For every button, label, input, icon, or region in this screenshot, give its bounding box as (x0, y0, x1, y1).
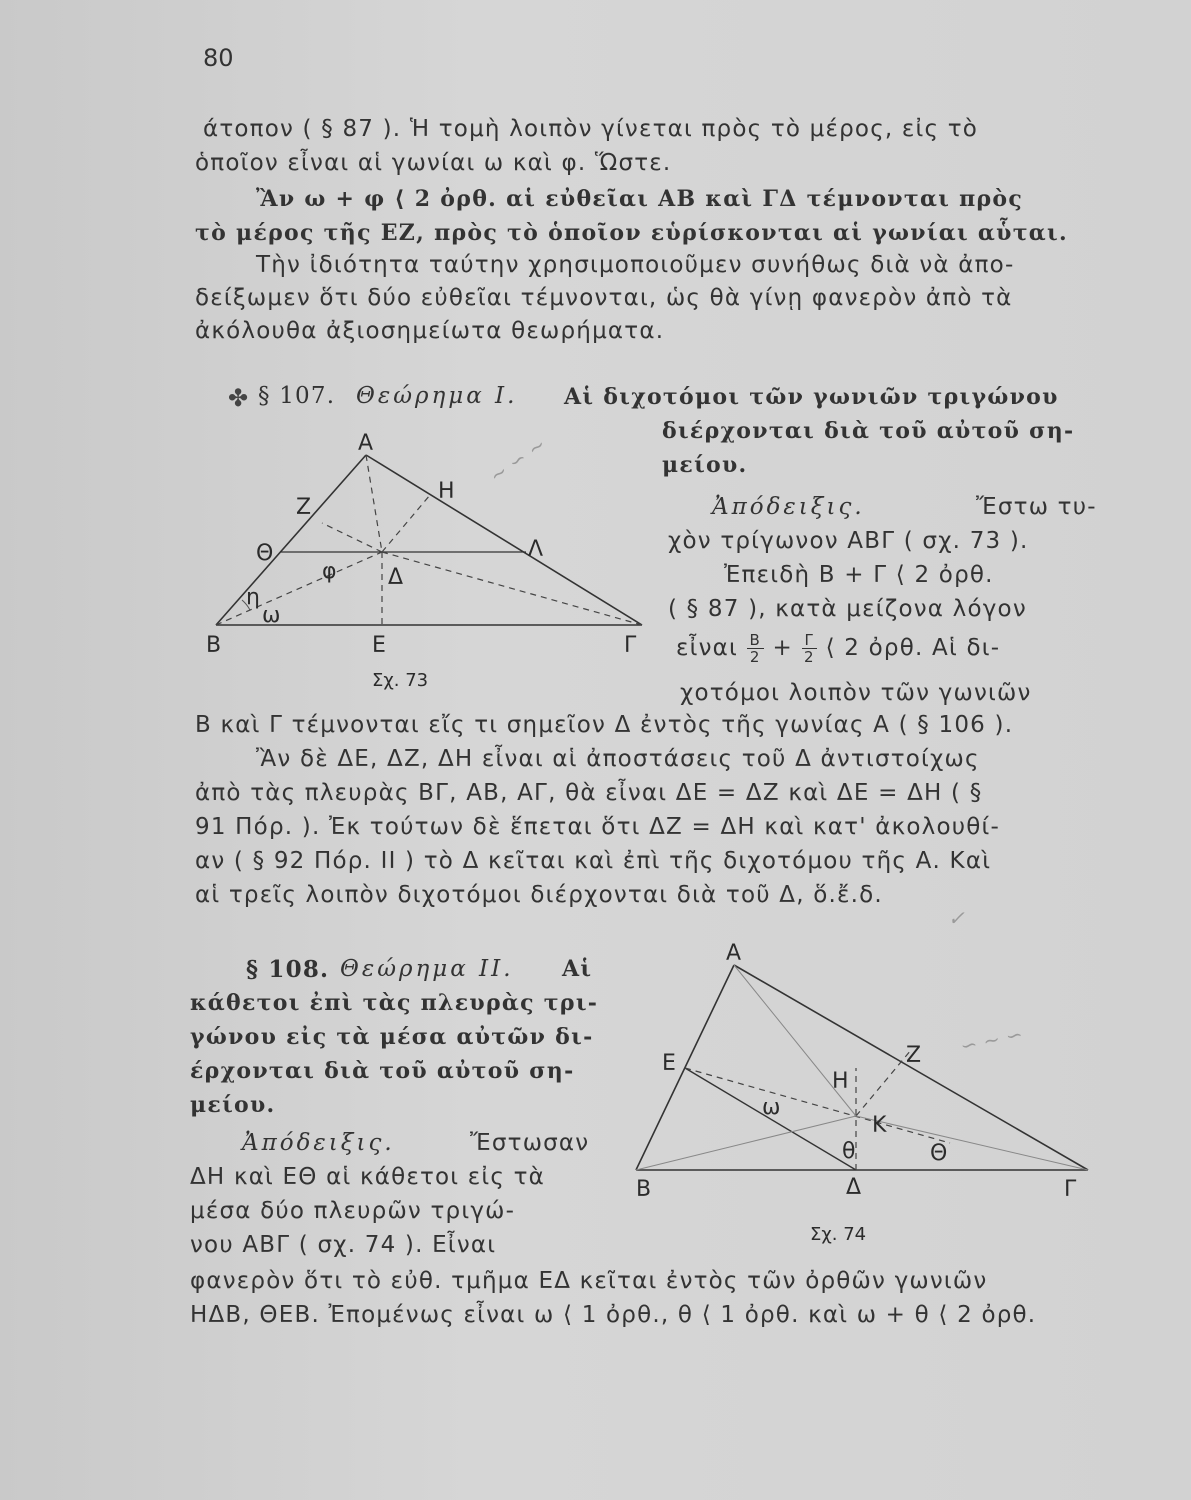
label-b: Β (636, 1177, 652, 1202)
theorem-label: Θεώρημα ΙΙ. (340, 956, 514, 982)
label-a: Α (726, 941, 742, 966)
fraction-numerator: Γ (802, 632, 818, 649)
label-e: Ε (372, 633, 386, 658)
figure-caption: Σχ. 74 (810, 1224, 867, 1245)
text-line-with-fraction (676, 632, 1000, 665)
perp-eth (685, 1068, 950, 1143)
section-heading: Αἱ διχοτόμοι τῶν γωνιῶν τριγώνου (564, 384, 1059, 410)
label-eta: η (246, 585, 260, 610)
perp-kz (856, 1050, 911, 1116)
section-heading: κάθετοι ἐπὶ τὰς πλευρὰς τρι- (190, 990, 599, 1016)
text-line: ἀπὸ τὰς πλευρὰς ΒΓ, ΑΒ, ΑΓ, θὰ εἶναι ΔΕ = ΔΖ καὶ ΔΕ = ΔΗ ( § (195, 780, 983, 806)
label-g: Γ (1064, 1177, 1077, 1202)
margin-mark-icon: ✤ (228, 384, 249, 412)
section-heading: διέρχονται διὰ τοῦ αὐτοῦ ση- (662, 418, 1075, 444)
label-h: Η (832, 1069, 849, 1094)
text-line: 91 Πόρ. ). Ἐκ τούτων δὲ ἕπεται ὅτι ΔΖ = ΔΗ καὶ κατ' ἀκολουθί- (195, 814, 1000, 840)
text-line: Ἔστωσαν (470, 1130, 590, 1156)
label-d: Δ (846, 1175, 862, 1200)
text-line: φανερὸν ὅτι τὸ εὐθ. τμῆμα ΕΔ κεῖται ἐντὸς τῶν ὀρθῶν γωνιῶν (190, 1268, 988, 1294)
fraction-denominator: 2 (803, 648, 815, 666)
perp-dh (382, 495, 430, 552)
text-line: Ἐπειδὴ Β + Γ ⟨ 2 ὀρθ. (724, 562, 994, 588)
side-ab (216, 455, 366, 625)
text-line: Ἔστω τυ- (976, 494, 1097, 520)
line-bk (636, 1116, 856, 1170)
figure-caption: Σχ. 73 (372, 670, 429, 691)
text-line: άτοπον ( § 87 ). Ἡ τομὴ λοιπὸν γίνεται πρὸς τὸ μέρος, εἰς τὸ (203, 116, 979, 142)
label-omega: ω (762, 1095, 781, 1120)
pencil-checkmark-icon: ✓ (948, 906, 965, 930)
label-g: Γ (624, 633, 637, 658)
text-fragment: εἶναι (676, 635, 739, 661)
section-heading: Αἱ (562, 956, 593, 982)
section-heading: έρχονται διὰ τοῦ αὐτοῦ ση- (190, 1058, 575, 1084)
proof-label: Ἀπόδειξις. (712, 494, 865, 520)
label-theta: θ (842, 1139, 856, 1164)
section-number: § 107. (258, 383, 336, 409)
label-th: Θ (256, 541, 274, 566)
fraction-denominator: 2 (749, 648, 761, 666)
figure-73 (200, 420, 660, 700)
text-fragment: ⟨ 2 ὀρθ. Αἱ δι- (825, 635, 1001, 661)
label-z: Ζ (906, 1043, 922, 1068)
line-kg (856, 1116, 1088, 1170)
bold-line: τὸ μέρος τῆς ΕΖ, πρὸς τὸ ὁποῖον εὑρίσκονται αἱ γωνίαι αὗται. (195, 220, 1068, 246)
section-heading: μείου. (190, 1092, 276, 1118)
label-b: Β (206, 633, 222, 658)
fraction-numerator: Β (747, 632, 765, 649)
text-line: νου ΑΒΓ ( σχ. 74 ). Εἶναι (190, 1232, 497, 1258)
bisector-a (366, 455, 382, 552)
page-number: 80 (203, 44, 234, 72)
label-th: Θ (930, 1141, 948, 1166)
text-line: ΗΔΒ, ΘΕΒ. Ἐπομένως εἶναι ω ⟨ 1 ὀρθ., θ ⟨ 1 ὀρθ. καὶ ω + θ ⟨ 2 ὀρθ. (190, 1302, 1037, 1328)
text-line: μέσα δύο πλευρῶν τριγώ- (190, 1198, 516, 1224)
label-h: Η (438, 479, 455, 504)
text-line: Ἂν δὲ ΔΕ, ΔΖ, ΔΗ εἶναι αἱ ἀποστάσεις τοῦ Δ ἀντιστοίχως (256, 746, 980, 772)
text-line: δείξωμεν ὅτι δύο εὐθεῖαι τέμνονται, ὡς θὰ γίνῃ φανερὸν ἀπὸ τὰ (195, 285, 1013, 311)
pencil-scribble-icon: ~ ∽ ~ (484, 432, 551, 488)
label-a: Α (358, 431, 374, 456)
text-line: αἱ τρεῖς λοιπὸν διχοτόμοι διέρχονται διὰ τοῦ Δ, ὅ.ἔ.δ. (195, 882, 883, 908)
bold-line: Ἂν ω + φ ⟨ 2 ὀρθ. αἱ εὐθεῖαι ΑΒ καὶ ΓΔ τέμνονται πρὸς (256, 186, 1024, 212)
theorem-label: Θεώρημα Ι. (356, 383, 518, 409)
label-e: Ε (662, 1051, 676, 1076)
text-line: ὁποῖον εἶναι αἱ γωνίαι ω καὶ φ. Ὥστε. (195, 150, 672, 176)
bisector-b (216, 552, 382, 625)
label-l: Λ (528, 537, 544, 562)
pencil-scribble-icon: ∽ ~ ∽ (958, 1021, 1025, 1059)
text-line: χὸν τρίγωνον ΑΒΓ ( σχ. 73 ). (668, 528, 1029, 554)
section-heading: γώνου εἰς τὰ μέσα αὐτῶν δι- (190, 1024, 594, 1050)
fraction-b-2 (747, 632, 765, 665)
text-line: ΔΗ καὶ ΕΘ αἱ κάθετοι εἰς τὰ (190, 1164, 546, 1190)
side-ab (636, 965, 734, 1170)
label-k: Κ (872, 1113, 887, 1138)
text-line: ἀκόλουθα ἀξιοσημείωτα θεωρήματα. (195, 318, 665, 344)
text-line: χοτόμοι λοιπὸν τῶν γωνιῶν (680, 680, 1032, 706)
proof-label: Ἀπόδειξις. (242, 1130, 395, 1156)
section-heading: μείου. (662, 452, 748, 478)
label-omega: ω (262, 603, 281, 628)
perp-dz (322, 523, 382, 552)
text-line: αν ( § 92 Πόρ. ΙΙ ) τὸ Δ κεῖται καὶ ἐπὶ τῆς διχοτόμου τῆς Α. Καὶ (195, 848, 992, 874)
fraction-g-2 (802, 632, 818, 665)
bisector-g (382, 552, 642, 625)
figure-74 (620, 930, 1110, 1250)
label-d: Δ (388, 565, 404, 590)
text-line: ( § 87 ), κατὰ μείζονα λόγον (668, 596, 1027, 622)
label-phi: φ (322, 559, 337, 584)
text-line: Τὴν ἰδιότητα ταύτην χρησιμοποιοῦμεν συνήθως διὰ νὰ ἀπο- (256, 252, 1015, 278)
section-number: § 108. (246, 956, 330, 983)
plus-sign: + (772, 635, 794, 661)
text-line: Β καὶ Γ τέμνονται εἴς τι σημεῖον Δ ἐντὸς τῆς γωνίας Α ( § 106 ). (195, 712, 1014, 738)
label-z: Ζ (296, 495, 312, 520)
